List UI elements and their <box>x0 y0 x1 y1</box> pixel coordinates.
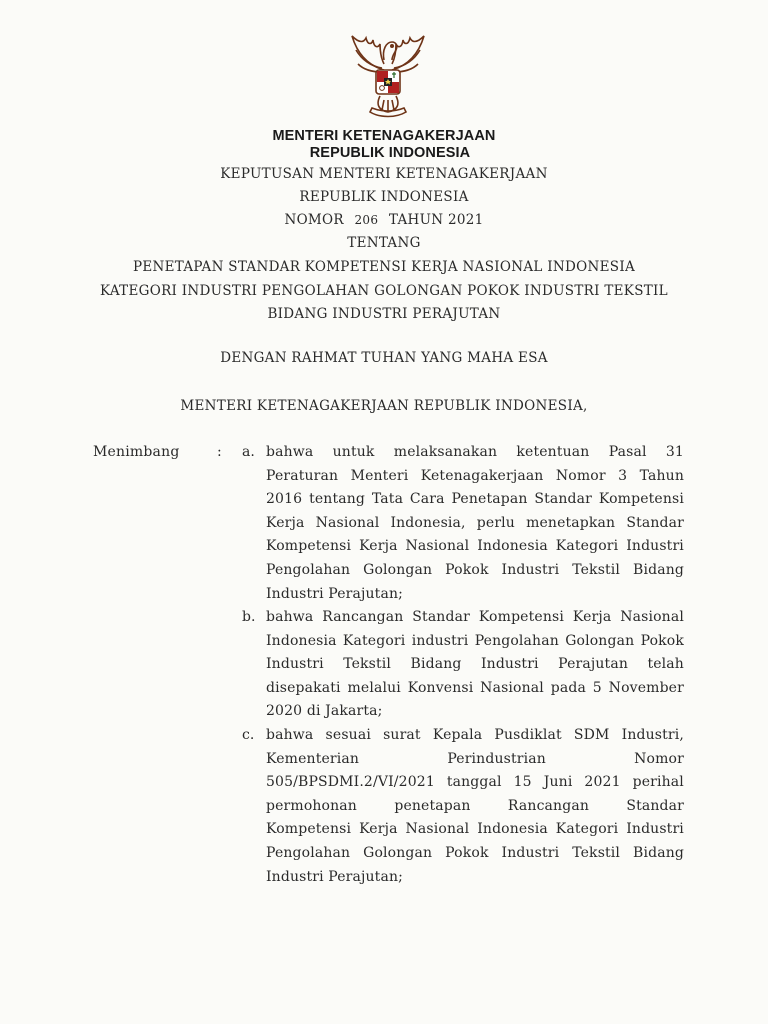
word: telah <box>647 656 684 673</box>
word: menetapkan <box>526 514 616 531</box>
word: 505/BPSDMI.2/VI/2021 <box>266 774 435 791</box>
word: Konvensi <box>407 679 474 696</box>
word: Kerja <box>572 609 612 625</box>
word: November <box>608 679 684 696</box>
word: bahwa <box>266 609 314 625</box>
word: Peraturan <box>266 467 339 484</box>
word: Ketenagakerjaan <box>420 467 544 484</box>
word: surat <box>383 727 421 743</box>
year-text: TAHUN 2021 <box>388 212 484 228</box>
word: Tahun <box>639 467 684 484</box>
word: 2016 <box>266 491 303 508</box>
word: SDM <box>573 727 610 743</box>
word: Indonesia <box>477 538 548 555</box>
item-b-line-1 <box>266 606 684 630</box>
word: Industri <box>501 844 560 861</box>
item-c-line-1 <box>266 724 684 748</box>
word: Standar <box>626 514 684 531</box>
considerations-label: Menimbang <box>93 444 180 460</box>
word: Tata <box>371 491 404 508</box>
word: perihal <box>632 774 684 791</box>
word: Tekstil <box>572 844 621 861</box>
decree-number <box>0 212 768 228</box>
word: bahwa <box>266 727 314 743</box>
item-a-line-3 <box>266 488 684 512</box>
word: Pasal <box>608 444 647 460</box>
word: Industri <box>626 821 684 838</box>
item-b-letter: b. <box>242 609 256 625</box>
word: Pengolahan <box>266 561 351 578</box>
decree-title: KEPUTUSAN MENTERI KETENAGAKERJAAN <box>220 166 548 182</box>
word: Penetapan <box>451 491 528 508</box>
garuda-emblem-icon <box>340 30 436 122</box>
word: untuk <box>332 444 375 460</box>
word: 3 <box>618 467 628 484</box>
word: Nomor <box>555 467 606 484</box>
item-b-line-5: 2020 di Jakarta; <box>266 703 383 720</box>
word: Juni <box>543 774 573 791</box>
item-c-line-3 <box>266 771 684 795</box>
word: Kompetensi <box>478 609 564 625</box>
invocation: DENGAN RAHMAT TUHAN YANG MAHA ESA <box>220 350 548 366</box>
word: permohonan <box>266 797 357 814</box>
word: Kerja <box>266 514 305 531</box>
item-c-line-7: Industri Perajutan; <box>266 868 403 885</box>
item-c-line-6 <box>266 842 684 866</box>
word: Menteri <box>350 467 409 484</box>
consideration-item-a <box>266 441 684 606</box>
word: Kementerian <box>266 750 360 767</box>
word: 31 <box>665 444 684 460</box>
word: Indonesia, <box>390 514 466 531</box>
word: Nomor <box>634 750 684 767</box>
word: Standar <box>412 609 470 625</box>
word: Nasional <box>405 538 470 555</box>
word: sesuai <box>325 727 371 743</box>
word: Perindustrian <box>447 750 546 767</box>
word: 2021 <box>584 774 621 791</box>
word: Bidang <box>410 656 462 673</box>
word: Industri <box>480 656 539 673</box>
word: Golongan <box>363 561 433 578</box>
issuer-line: MENTERI KETENAGAKERJAAN REPUBLIK INDONESIA, <box>180 398 588 414</box>
word: Bidang <box>633 844 684 861</box>
word: Tekstil <box>572 561 621 578</box>
word: Pengolahan <box>266 844 351 861</box>
subject-line-1: PENETAPAN STANDAR KOMPETENSI KERJA NASIONAL INDONESIA <box>132 259 636 275</box>
word: Standar <box>626 797 684 814</box>
word: Golongan <box>363 844 433 861</box>
word: Kompetensi <box>266 538 352 555</box>
consideration-item-c <box>266 724 684 889</box>
word: tentang <box>309 491 366 508</box>
word: Rancangan <box>507 797 589 814</box>
word: Standar <box>534 491 593 508</box>
word: pada <box>550 679 586 696</box>
ministry-title: MENTERI KETENAGAKERJAAN <box>272 128 496 144</box>
word: Kategori <box>342 632 406 649</box>
word: 15 <box>513 774 532 791</box>
word: industri <box>411 632 469 649</box>
word: Nasional <box>315 514 380 531</box>
word: Kategori <box>555 538 619 555</box>
word: Pengolahan <box>474 632 559 649</box>
word: ketentuan <box>516 444 590 460</box>
item-a-line-5 <box>266 535 684 559</box>
word: Kerja <box>359 538 398 555</box>
item-a-line-1 <box>266 441 684 465</box>
word: melaksanakan <box>393 444 498 460</box>
word: Pusdiklat <box>494 727 562 743</box>
ministry-subtitle: REPUBLIK INDONESIA <box>309 145 471 161</box>
word: Pokok <box>445 844 489 861</box>
item-c-line-2 <box>266 748 684 772</box>
word: Indonesia <box>477 821 548 838</box>
word: Indonesia <box>266 632 337 649</box>
word: Pokok <box>640 632 684 649</box>
word: perlu <box>476 514 515 531</box>
item-c-line-5 <box>266 818 684 842</box>
word: Kategori <box>555 821 619 838</box>
word: Industri <box>266 656 324 673</box>
word: Nasional <box>620 609 684 625</box>
subject-line-2: KATEGORI INDUSTRI PENGOLAHAN GOLONGAN POKOK INDUSTRI TEKSTIL <box>100 283 668 299</box>
word: Bidang <box>633 561 684 578</box>
consideration-item-b <box>266 606 684 724</box>
word: Nasional <box>480 679 544 696</box>
item-b-line-3 <box>266 653 684 677</box>
word: Kepala <box>432 727 483 743</box>
item-c-line-4 <box>266 795 684 819</box>
word: Perajutan <box>558 656 628 673</box>
item-a-line-6 <box>266 559 684 583</box>
item-b-line-4 <box>266 677 684 701</box>
word: Golongan <box>565 632 635 649</box>
number-value: 206 <box>354 213 379 227</box>
word: Industri <box>501 561 560 578</box>
considerations-colon: : <box>217 444 222 460</box>
word: Pokok <box>445 561 489 578</box>
word: tanggal <box>446 774 502 791</box>
item-b-line-2 <box>266 630 684 654</box>
number-label: NOMOR <box>284 212 344 228</box>
word: Kerja <box>359 821 398 838</box>
item-a-line-2 <box>266 465 684 489</box>
word: Rancangan <box>322 609 404 625</box>
subject-line-3: BIDANG INDUSTRI PERAJUTAN <box>267 306 501 322</box>
word: Kompetensi <box>598 491 684 508</box>
word: Industri, <box>621 727 684 743</box>
decree-subtitle: REPUBLIK INDONESIA <box>299 189 469 205</box>
word: Kompetensi <box>266 821 352 838</box>
item-a-line-4 <box>266 512 684 536</box>
word: Tekstil <box>343 656 392 673</box>
word: bahwa <box>266 444 314 460</box>
item-a-letter: a. <box>242 444 255 460</box>
word: Cara <box>409 491 445 508</box>
word: disepakati <box>266 679 341 696</box>
about-label: TENTANG <box>347 235 421 251</box>
word: Nasional <box>405 821 470 838</box>
word: melalui <box>347 679 401 696</box>
word: 5 <box>592 679 602 696</box>
item-a-line-7: Industri Perajutan; <box>266 585 403 602</box>
item-c-letter: c. <box>242 727 255 743</box>
word: Industri <box>626 538 684 555</box>
word: penetapan <box>394 797 471 814</box>
